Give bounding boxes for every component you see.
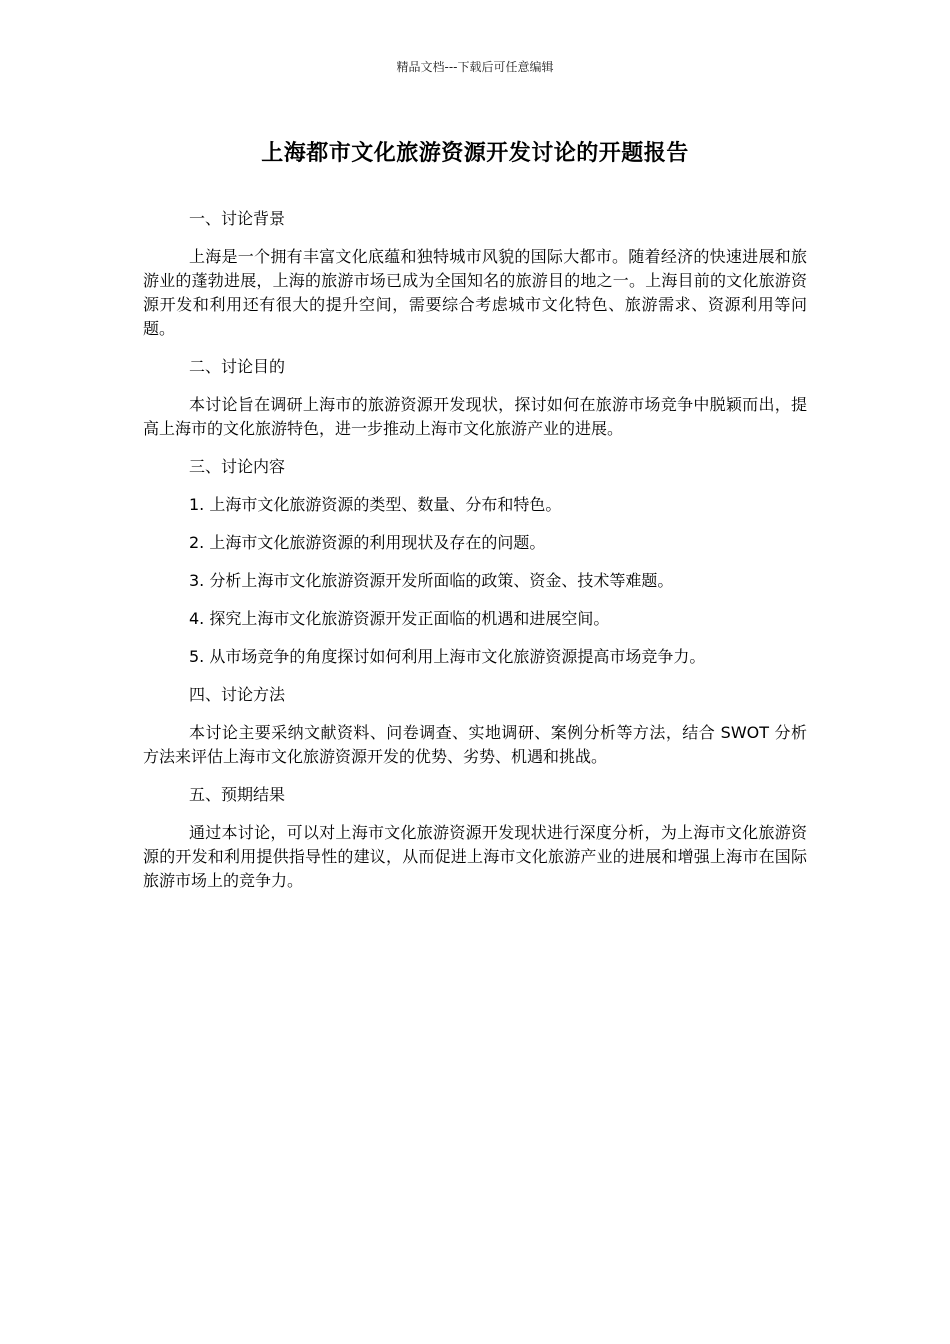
- list-item-content-4: 4. 探究上海市文化旅游资源开发正面临的机遇和进展空间。: [189, 609, 610, 628]
- section-heading-method: 四、讨论方法: [189, 685, 286, 704]
- section-heading-purpose: 二、讨论目的: [189, 357, 286, 376]
- paragraph-background: 上海是一个拥有丰富文化底蕴和独特城市风貌的国际大都市。随着经济的快速进展和旅游业的蓬勃进展，上海的旅游市场已成为全国知名的旅游目的地之一。上海目前的文化旅游资源开发和利用还有很大的提升空间，需要综合考虑城市文化特色、旅游需求、资源利用等问题。: [143, 247, 807, 338]
- list-item-content-1: 1. 上海市文化旅游资源的类型、数量、分布和特色。: [189, 495, 562, 514]
- section-heading-results: 五、预期结果: [189, 785, 286, 804]
- paragraph-purpose: 本讨论旨在调研上海市的旅游资源开发现状，探讨如何在旅游市场竞争中脱颖而出，提高上海市的文化旅游特色，进一步推动上海市文化旅游产业的进展。: [143, 395, 807, 438]
- document-title: 上海都市文化旅游资源开发讨论的开题报告: [261, 141, 689, 166]
- page-header-note: 精品文档---下载后可任意编辑: [396, 60, 554, 74]
- list-item-content-5: 5. 从市场竞争的角度探讨如何利用上海市文化旅游资源提高市场竞争力。: [189, 647, 706, 666]
- document-body: [143, 207, 807, 907]
- list-item-content-2: 2. 上海市文化旅游资源的利用现状及存在的问题。: [189, 533, 546, 552]
- section-heading-background: 一、讨论背景: [189, 209, 286, 228]
- section-heading-content: 三、讨论内容: [189, 457, 286, 476]
- paragraph-method: 本讨论主要采纳文献资料、问卷调查、实地调研、案例分析等方法，结合 SWOT 分析方法来评估上海市文化旅游资源开发的优势、劣势、机遇和挑战。: [143, 723, 807, 766]
- paragraph-results: 通过本讨论，可以对上海市文化旅游资源开发现状进行深度分析，为上海市文化旅游资源的开发和利用提供指导性的建议，从而促进上海市文化旅游产业的进展和增强上海市在国际旅游市场上的竞争力。: [143, 823, 807, 890]
- list-item-content-3: 3. 分析上海市文化旅游资源开发所面临的政策、资金、技术等难题。: [189, 571, 674, 590]
